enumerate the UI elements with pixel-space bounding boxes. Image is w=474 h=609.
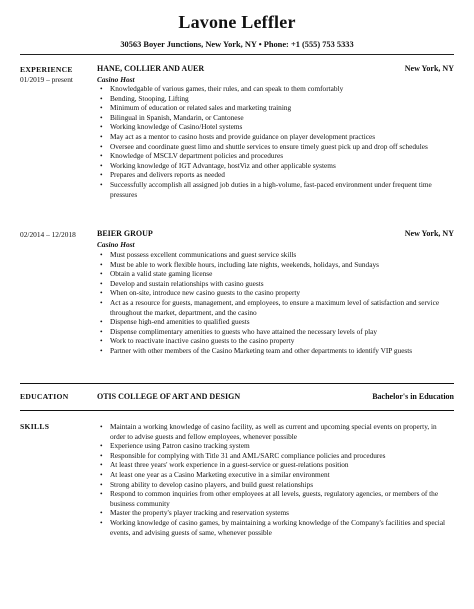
section-divider: [20, 410, 454, 411]
job-1-company: HANE, COLLIER AND AUER: [97, 64, 205, 73]
job-1-dates: 01/2019 – present: [20, 75, 73, 84]
list-item: • Working knowledge of Casino/Hotel systems: [97, 122, 452, 132]
education-degree: Bachelor's in Education: [372, 392, 454, 401]
job-2-title: Casino Host: [97, 240, 135, 249]
list-item: • Maintain a working knowledge of casino facility, as well as current and upcoming special events on property, in order to advise guests and fellow employees, whenever possible: [97, 422, 452, 441]
education-heading: EDUCATION: [20, 392, 69, 401]
job-2-location: New York, NY: [404, 229, 454, 238]
contact-line: 30563 Boyer Junctions, New York, NY • Phone: +1 (555) 753 5333: [120, 40, 354, 49]
list-item: • Dispense complimentary amenities to guests who have attained the necessary levels of play: [97, 327, 452, 337]
job-1-location: New York, NY: [404, 64, 454, 73]
job-1-title: Casino Host: [97, 75, 135, 84]
list-item: • Must possess excellent communications and guest service skills: [97, 250, 452, 260]
list-item: • Respond to common inquiries from other employees at all levels, guests, regulatory agencies, or members of the business community: [97, 489, 452, 508]
skills-list: [97, 422, 452, 537]
list-item: • Working knowledge of IGT Advantage, hostViz and other applicable systems: [97, 161, 452, 171]
list-item: • Bilingual in Spanish, Mandarin, or Cantonese: [97, 113, 452, 123]
job-2-company: BEIER GROUP: [97, 229, 153, 238]
list-item: • May act as a mentor to casino hosts and provide guidance on player development practices: [97, 132, 452, 142]
skills-heading: SKILLS: [20, 422, 50, 431]
list-item: • Obtain a valid state gaming license: [97, 269, 452, 279]
job-2-duties: [97, 250, 452, 356]
list-item: • Must be able to work flexible hours, including late nights, weekends, holidays, and Sundays: [97, 260, 452, 270]
list-item: • Knowledge of MSCLV department policies and procedures: [97, 151, 452, 161]
header-divider: [20, 54, 454, 55]
list-item: • Act as a resource for guests, management, and employees, to ensure a maximum level of satisfaction and service throughout the market, department, and the casino: [97, 298, 452, 317]
list-item: • At least three years' work experience in a guest-service or guest-relations position: [97, 460, 452, 470]
job-2-dates: 02/2014 – 12/2018: [20, 230, 76, 239]
list-item: • Oversee and coordinate guest limo and shuttle services to ensure timely guest pick up and drop off schedules: [97, 142, 452, 152]
list-item: • Work to reactivate inactive casino guests to the casino property: [97, 336, 452, 346]
list-item: • Partner with other members of the Casino Marketing team and other departments to identify VIP guests: [97, 346, 452, 356]
list-item: • Responsible for complying with Title 31 and AML/SARC compliance policies and procedures: [97, 451, 452, 461]
list-item: • At least one year as a Casino Marketing executive in a similar environment: [97, 470, 452, 480]
list-item: • Develop and sustain relationships with casino guests: [97, 279, 452, 289]
list-item: • Experience using Patron casino tracking system: [97, 441, 452, 451]
education-school: OTIS COLLEGE OF ART AND DESIGN: [97, 392, 241, 401]
list-item: • Working knowledge of casino games, by maintaining a working knowledge of the Company's facilities and special events, and advising guests of same, whenever possible: [97, 518, 452, 537]
section-divider: [20, 383, 454, 384]
list-item: • Prepares and delivers reports as needed: [97, 170, 452, 180]
experience-heading: EXPERIENCE: [20, 65, 73, 74]
list-item: • Strong ability to develop casino players, and build guest relationships: [97, 480, 452, 490]
list-item: • Dispense high-end amenities to qualified guests: [97, 317, 452, 327]
list-item: • Bending, Stooping, Lifting: [97, 94, 452, 104]
list-item: • Successfully accomplish all assigned job duties in a high-volume, fast-paced environment under frequent time pressures: [97, 180, 452, 199]
list-item: • Master the property's player tracking and reservation systems: [97, 508, 452, 518]
list-item: • Minimum of education or related sales and marketing training: [97, 103, 452, 113]
candidate-name: Lavone Leffler: [178, 12, 296, 32]
list-item: • When on-site, introduce new casino guests to the casino property: [97, 288, 452, 298]
job-1-duties: [97, 84, 452, 199]
list-item: • Knowledgable of various games, their rules, and can speak to them comfortably: [97, 84, 452, 94]
